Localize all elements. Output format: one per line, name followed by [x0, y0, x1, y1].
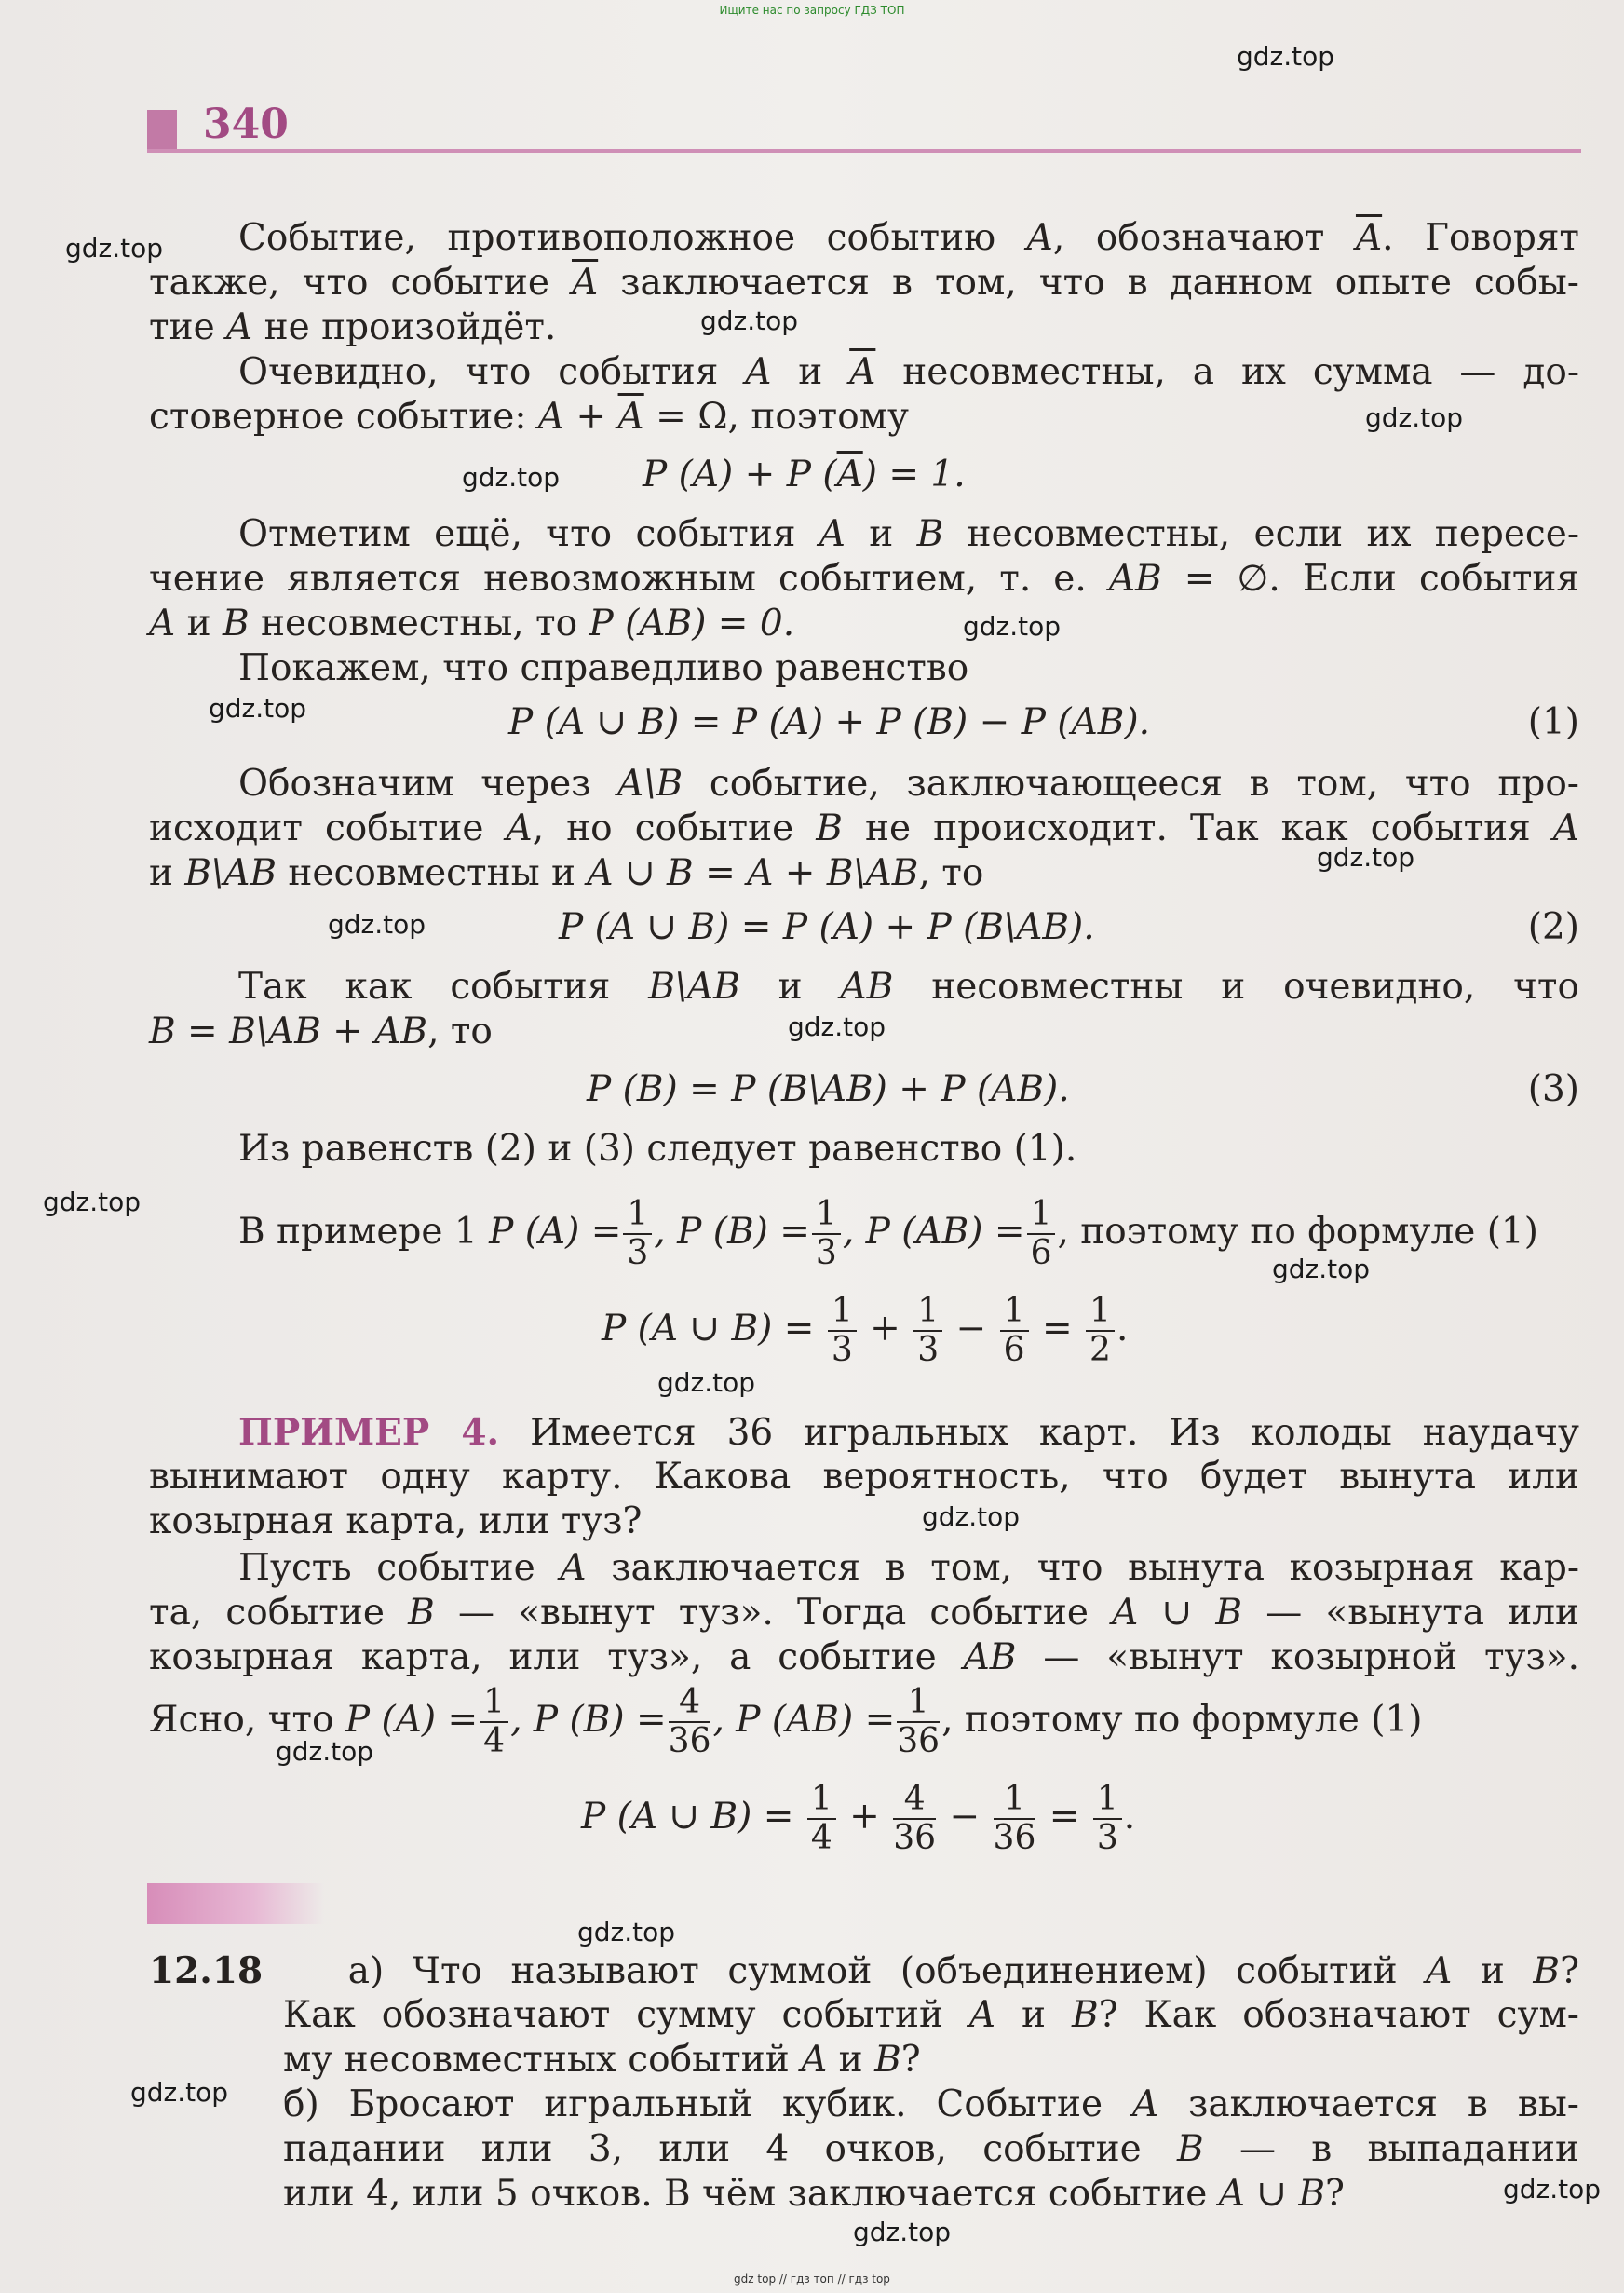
text-line: Очевидно, что события A и $\overline{A}$ несовместны, а их сумма — до- — [238, 351, 1580, 393]
text-line: Так как события B\AB и AB несовместны и очевидно, что — [238, 966, 1579, 1008]
site-watermark: gdz.top — [43, 1187, 142, 1217]
equation-number: (2) — [1527, 906, 1579, 948]
text-line: A и B несовместны, то P (AB) = 0. — [149, 603, 795, 644]
bottom-watermark: gdz top // гдз топ // гдз top — [734, 2273, 890, 2286]
page-number: 340 — [203, 101, 289, 148]
formula-example4-result: P (A ∪ B) = $\frac{1}{4}$ + $\frac{4}{36}$ − $\frac{1}{36}$ = $\frac{1}{3}$ . — [581, 1780, 1136, 1857]
site-watermark: gdz.top — [788, 1011, 886, 1042]
text-line-example1: В примере 1 P (A) = $\frac{1}{3}$ , P (B) = $\frac{1}{3}$ , P (AB) = $\frac{1}{6}$ , поэтому по формуле (1) — [238, 1195, 1538, 1272]
formula-2: P (A ∪ B) = P (A) + P (B\AB). — [559, 906, 1095, 948]
site-watermark: gdz.top — [328, 909, 426, 940]
site-watermark: gdz.top — [65, 233, 164, 264]
formula-1: P (A ∪ B) = P (A) + P (B) − P (AB). — [508, 701, 1151, 743]
formula-3: P (B) = P (B\AB) + P (AB). — [587, 1068, 1070, 1110]
formula-complement: P (A) + P $(\overline{A}) = 1$. — [643, 454, 966, 495]
task-number: 12.18 — [149, 1949, 264, 1992]
task-line: падании или 3, или 4 очков, событие B — в выпадании — [283, 2128, 1579, 2170]
text-line: козырная карта, или туз», а событие AB — «вынут козырной туз». — [149, 1636, 1579, 1678]
text-line: Событие, противоположное событию A, обозначают $\overline{A}$. Говорят — [238, 217, 1580, 259]
equation-number: (3) — [1527, 1068, 1579, 1110]
text-line: исходит событие A, но событие B не происходит. Так как события A — [149, 807, 1579, 849]
text-line: Отметим ещё, что события A и B несовместны, если их пересе- — [238, 513, 1579, 555]
site-watermark: gdz.top — [853, 2217, 952, 2247]
site-watermark: gdz.top — [577, 1917, 676, 1947]
exercises-section-bar — [147, 1883, 324, 1924]
text-line: также, что событие $\overline{A}$ заключается в том, что в данном опыте собы- — [149, 262, 1579, 304]
text-line-example4: Ясно, что P (A) = $\frac{1}{4}$ , P (B) = $\frac{4}{36}$ , P (AB) = $\frac{1}{36}$ , поэтому по формуле (1) — [149, 1683, 1423, 1760]
text-line: стоверное событие: $A + \overline{A} = \Omega$, поэтому — [149, 396, 909, 438]
formula-example1-result: P (A ∪ B) = $\frac{1}{3}$ + $\frac{1}{3}$ − $\frac{1}{6}$ = $\frac{1}{2}$ . — [602, 1292, 1129, 1369]
site-watermark: gdz.top — [130, 2077, 229, 2108]
site-watermark: gdz.top — [1317, 842, 1415, 873]
text-line: вынимают одну карту. Какова вероятность, что будет вынута или — [149, 1456, 1579, 1498]
task-line: Как обозначают сумму событий A и B? Как обозначают сум- — [283, 1994, 1579, 2036]
site-watermark: gdz.top — [209, 693, 307, 724]
text-line: тие A не произойдёт. — [149, 306, 557, 348]
site-watermark: gdz.top — [1272, 1254, 1371, 1284]
header-accent-bar — [147, 110, 177, 153]
site-watermark: gdz.top — [922, 1501, 1021, 1532]
task-line: му несовместных событий A и B? — [283, 2039, 921, 2081]
site-watermark: gdz.top — [462, 462, 561, 493]
text-line: Обозначим через A\B событие, заключающееся в том, что про- — [238, 763, 1579, 805]
text-line: та, событие B — «вынут туз». Тогда событие A ∪ B — «вынута или — [149, 1592, 1580, 1634]
site-watermark: gdz.top — [1503, 2174, 1602, 2205]
text-line: и B\AB несовместны и A ∪ B = A + B\AB, то — [149, 852, 984, 894]
text-line: ПРИМЕР 4. Имеется 36 игральных карт. Из колоды наудачу — [238, 1411, 1579, 1454]
text-line: Пусть событие A заключается в том, что вынута козырная кар- — [238, 1547, 1579, 1589]
site-watermark: gdz.top — [700, 305, 799, 336]
example-label: ПРИМЕР 4. — [238, 1411, 500, 1454]
task-line: или 4, или 5 очков. В чём заключается событие A ∪ B? — [283, 2173, 1345, 2215]
top-watermark: Ищите нас по запросу ГДЗ ТОП — [719, 4, 905, 17]
header-rule — [147, 149, 1581, 153]
site-watermark: gdz.top — [963, 611, 1062, 642]
text-line: козырная карта, или туз? — [149, 1500, 643, 1542]
task-line: 12.18 а) Что называют суммой (объединением) событий A и B? — [149, 1949, 1579, 1992]
text-line: Покажем, что справедливо равенство — [238, 647, 969, 689]
equation-number: (1) — [1527, 701, 1579, 743]
site-watermark: gdz.top — [1365, 402, 1464, 433]
site-watermark: gdz.top — [276, 1736, 374, 1767]
site-watermark: gdz.top — [1237, 41, 1335, 72]
text-line: чение является невозможным событием, т. е. AB = ∅. Если события — [149, 558, 1579, 600]
task-line: б) Бросают игральный кубик. Событие A заключается в вы- — [283, 2083, 1579, 2125]
site-watermark: gdz.top — [657, 1367, 756, 1398]
text-line: Из равенств (2) и (3) следует равенство (1). — [238, 1128, 1077, 1170]
text-line: B = B\AB + AB, то — [149, 1011, 493, 1052]
